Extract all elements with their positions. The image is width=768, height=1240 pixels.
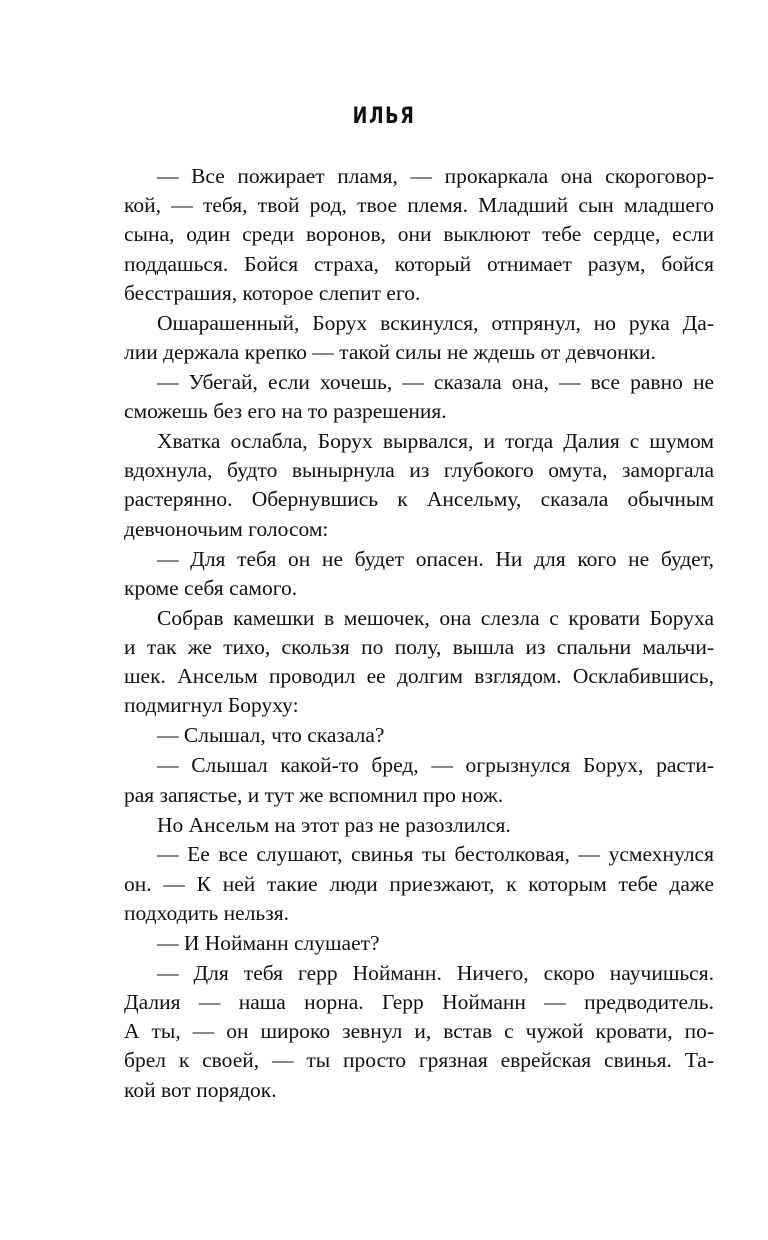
paragraph xyxy=(124,162,714,308)
paragraph xyxy=(124,309,714,367)
text-line: — Слышал какой-то бред, — огрызнулся Борух, расти- xyxy=(157,753,714,778)
text-line: — И Нойманн слушает? xyxy=(157,930,380,955)
text-line: — Убегай, если хочешь, — сказала она, — все равно не xyxy=(157,369,714,394)
paragraph xyxy=(124,545,714,603)
text-line: Но Ансельм на этот раз не разозлился. xyxy=(157,812,511,837)
text-line: сможешь без его на то разрешения. xyxy=(124,399,447,424)
text-line: подходить нельзя. xyxy=(124,900,289,925)
text-line: кой, — тебя, твой род, твое племя. Младший сын младшего xyxy=(124,193,714,218)
text-line: — Слышал, что сказала? xyxy=(157,723,385,748)
text-line: — Ее все слушают, свинья ты бестолковая, — усмехнулся xyxy=(157,842,714,867)
text-line: девчоночьим голосом: xyxy=(124,516,329,541)
text-line: Ошарашенный, Борух вскинулся, отпрянул, но рука Да- xyxy=(157,310,714,335)
text-line: — Все пожирает пламя, — прокаркала она скороговор- xyxy=(157,164,714,188)
paragraph xyxy=(124,811,714,840)
text-line: Собрав камешки в мешочек, она слезла с кровати Боруха xyxy=(157,605,714,630)
text-line: лии держала крепко — такой силы не ждешь от девчонки. xyxy=(124,339,656,364)
text-line: Хватка ослабла, Борух вырвался, и тогда Далия с шумом xyxy=(157,429,714,454)
text-line: рая запястье, и тут же вспомнил про нож. xyxy=(124,782,504,807)
text-line: вдохнула, будто вынырнула из глубокого омута, заморгала xyxy=(124,458,714,483)
text-line: поддашься. Бойся страха, который отнимает разум, бойся xyxy=(124,251,714,276)
text-line: кой вот порядок. xyxy=(124,1077,277,1102)
text-line: сына, один среди воронов, они выклюют тебе сердце, если xyxy=(124,222,714,247)
running-head: ИЛЬЯ xyxy=(352,104,416,129)
text-line: шек. Ансельм проводил ее долгим взглядом. Осклабившись, xyxy=(124,664,714,689)
text-line: растерянно. Обернувшись к Ансельму, сказала обычным xyxy=(124,487,714,512)
text-line: брел к своей, — ты просто грязная еврейская свинья. Та- xyxy=(124,1048,714,1073)
paragraph xyxy=(124,368,714,426)
paragraph xyxy=(124,751,714,809)
paragraph xyxy=(124,929,714,958)
paragraph xyxy=(124,427,714,544)
text-line: А ты, — он широко зевнул и, встав с чужой кровати, по- xyxy=(124,1019,714,1044)
paragraph xyxy=(124,721,714,750)
paragraph xyxy=(124,959,714,1105)
paragraph xyxy=(124,604,714,721)
text-line: он. — К ней такие люди приезжают, к которым тебе даже xyxy=(124,871,714,896)
paragraph xyxy=(124,840,714,928)
text-line: — Для тебя он не будет опасен. Ни для кого не будет, xyxy=(157,546,714,571)
text-line: и так же тихо, скользя по полу, вышла из спальни мальчи- xyxy=(124,634,714,659)
text-line: бесстрашия, которое слепит его. xyxy=(124,280,421,305)
text-line: подмигнул Боруху: xyxy=(124,693,299,718)
body-text xyxy=(124,162,714,1105)
text-line: Далия — наша норна. Герр Нойманн — предводитель. xyxy=(124,990,714,1015)
text-line: — Для тебя герр Нойманн. Ничего, скоро научишься. xyxy=(157,960,714,985)
text-line: кроме себя самого. xyxy=(124,575,298,600)
